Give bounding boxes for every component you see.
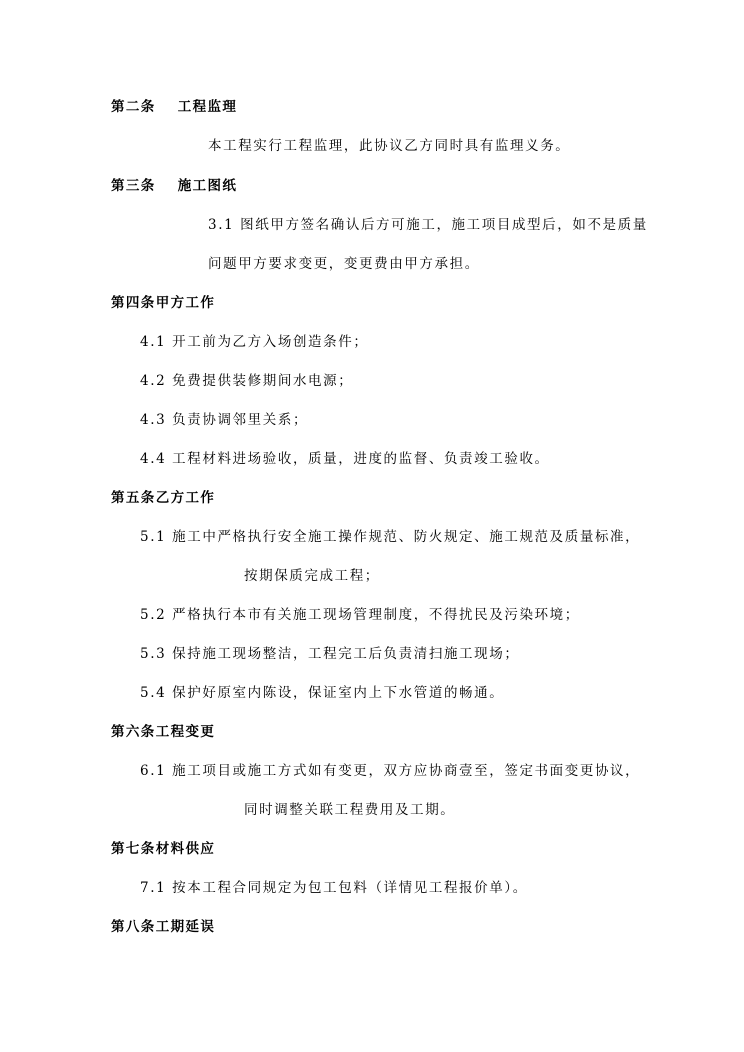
paragraph: 4.2 免费提供装修期间水电源； [140,373,354,389]
paragraph: 4.1 开工前为乙方入场创造条件； [140,334,369,350]
section-heading: 第七条材料供应 [111,841,216,857]
section-heading: 第四条甲方工作 [111,295,216,311]
section-heading: 第二条 工程监理 [111,99,238,115]
paragraph: 3.1 图纸甲方签名确认后方可施工，施工项目成型后，如不是质量 [208,217,648,233]
paragraph: 4.3 负责协调邻里关系； [140,412,309,428]
paragraph: 按期保质完成工程； [244,568,380,584]
section-heading: 第六条工程变更 [111,724,216,740]
paragraph: 6.1 施工项目或施工方式如有变更，双方应协商壹至，签定书面变更协议， [140,763,641,779]
paragraph: 同时调整关联工程费用及工期。 [244,802,456,818]
paragraph: 5.2 严格执行本市有关施工现场管理制度，不得扰民及污染环境； [140,607,580,623]
paragraph: 5.1 施工中严格执行安全施工操作规范、防火规定、施工规范及质量标准， [140,529,641,545]
section-heading: 第三条 施工图纸 [111,178,238,194]
section-heading: 第八条工期延误 [111,919,216,935]
paragraph: 5.4 保护好原室内陈设，保证室内上下水管道的畅通。 [140,685,505,701]
paragraph: 7.1 按本工程合同规定为包工包料（详情见工程报价单）。 [140,880,528,896]
paragraph: 5.3 保持施工现场整洁，工程完工后负责清扫施工现场； [140,646,520,662]
section-heading: 第五条乙方工作 [111,490,216,506]
paragraph: 本工程实行工程监理，此协议乙方同时具有监理义务。 [208,138,571,154]
paragraph: 问题甲方要求变更，变更费由甲方承担。 [208,256,480,272]
paragraph: 4.4 工程材料进场验收，质量，进度的监督、负责竣工验收。 [140,451,550,467]
